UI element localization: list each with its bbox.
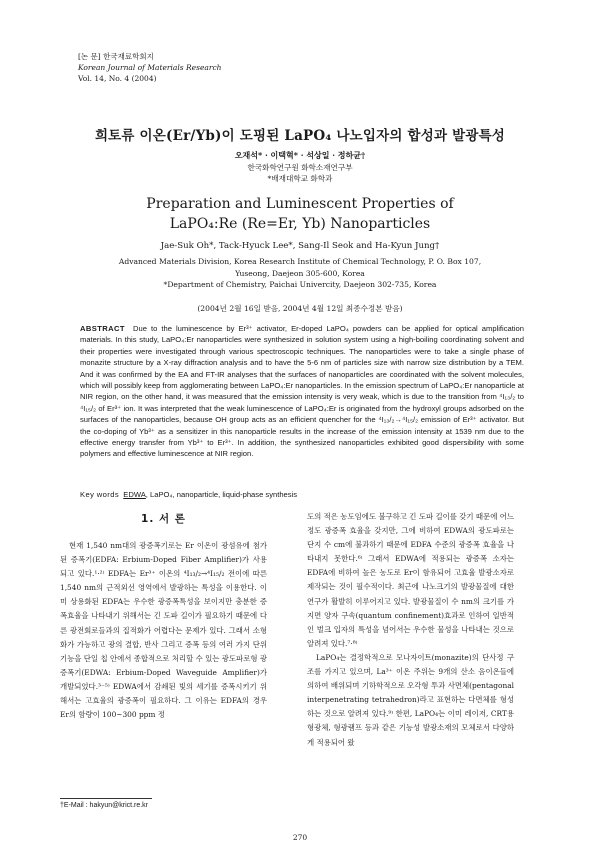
abstract-text: Due to the luminescence by Er³⁺ activator, Er-doped LaPO₄ powders can be applied for optical amplification materials. In this study, LaPO₄:Er nanoparticles were synthesized in solution system using a high-boiling coordinating solvent and their properties were investigated through various spectroscopic techniques. The nanoparticles were to take a single phase of monazite structure by a X-ray diffraction analysis and to have the 5-6 nm of particles size with narrow size distribution by a TEM. And it was confirmed by the EA and FT-IR analyses that the surfaces of nanoparticles are coordinated with the solvent molecules, which will possibly keep from agglomerating between LaPO₄:Er nanoparticles. In the emission spectrum of LaPO₄:Er nanoparticle at NIR region, on the other hand, it was measured that the emission intensity is very weak, which is due to the transition from ⁴I₁₃/₂ to ⁴I₁₅/₂ of Er³⁺ ion. It was interpreted that the weak luminescence of LaPO₄:Er is originated from the hydroxyl groups adsorbed on the surfaces of the nanoparticles, because OH group acts as an efficient quencher for the ⁴I₁₃/₂→⁴I₁₅/₂ emission of Er³⁺ activator. But the co-doping of Yb³⁺ as a sensitizer in this nanoparticle results in the increase of the emission intensity at 1539 nm due to the effective energy transfer from Yb³⁺ to Er³⁺. In addition, the synthesized nanoparticles exhibited good dispersibility with some polymers and effective luminescence at NIR region.	[80, 324, 524, 459]
journal-name-en: Korean Journal of Materials Research	[78, 63, 222, 72]
footnote-email: †E-Mail : hakyun@krict.re.kr	[60, 802, 149, 809]
body-column-right	[307, 510, 514, 750]
title-english-line: Preparation and Luminescent Properties of	[146, 196, 454, 212]
body-paragraph: LaPO₄는 결정학적으로 모나자이트(monazite)의 단사정 구조를 가지고 있으며, La³⁺ 이온 주위는 9개의 산소 음이온들에 의하여 배위되며 기하학적으로 오각형 투과 사면체(pentagonal interpenetrating tetrahedron)라고 표현하는 다면체를 형성하는 것으로 알려져 있다.⁹⁾ 한편, LaPO₄는 이미 레이저, CRT용 형광체, 형광램프 등과 같은 기능성 발광소재의 모체로서 다양하게 적용되어 왔	[307, 652, 514, 747]
body-column-left	[60, 539, 267, 722]
abstract-label: ABSTRACT	[80, 324, 125, 333]
affiliation-korean-line: *배재대학교 화학과	[267, 174, 333, 183]
keywords-label: Key words	[80, 490, 120, 499]
affiliation-english-line: Yuseong, Daejeon 305-600, Korea	[235, 268, 365, 278]
title-english	[0, 194, 600, 234]
keywords-rest: , LaPO₄, nanoparticle, liquid-phase synthesis	[145, 490, 298, 499]
journal-header-ko: [논 문] 한국재료학회지	[78, 52, 154, 61]
affiliation-english	[0, 256, 600, 291]
authors-korean: 오재석* · 이택혁* · 석상일 · 정하균†	[234, 150, 366, 160]
journal-header	[78, 51, 221, 84]
section-heading-introduction: 1. 서 론	[141, 513, 186, 525]
footnote-rule	[60, 798, 152, 799]
abstract	[80, 323, 524, 460]
affiliation-korean-line: 한국화학연구원 화학소재연구부	[247, 163, 353, 172]
journal-volume: Vol. 14, No. 4 (2004)	[78, 74, 157, 83]
affiliation-english-line: Advanced Materials Division, Korea Research Institute of Chemical Technology, P. O. Box 107,	[118, 257, 482, 266]
title-english-line: LaPO₄:Re (Re=Er, Yb) Nanoparticles	[169, 216, 431, 232]
keyword-edwa: EDWA	[123, 490, 146, 499]
received-dates: (2004년 2월 16일 받음, 2004년 4월 12일 최종수정본 받음)	[197, 304, 403, 313]
title-korean: 희토류 이온(Er/Yb)이 도핑된 LaPO₄ 나노입자의 합성과 발광특성	[94, 128, 506, 144]
keywords	[80, 490, 524, 499]
affiliation-korean	[0, 162, 600, 184]
affiliation-english-line: *Department of Chemistry, Paichai Univercity, Daejeon 302-735, Korea	[163, 280, 437, 289]
page-number: 270	[292, 833, 308, 842]
body-paragraph: 도의 적은 농도임에도 불구하고 긴 도파 길이를 갖기 때문에 어느 정도 광증폭 효율을 갖지만, 그에 비하여 EDWA의 광도파로는 단지 수 cm에 불과하기 때문에 EDFA 수준의 광증폭 효율을 나타내지 못한다.⁶⁾ 그래서 EDWA에 적용되는 광증폭 소자는 EDFA에 비하여 높은 농도로 Er이 함유되어 고효율 발광소자로 제작되는 것이 필수적이다. 최근에 나노크기의 발광물질에 대한 연구가 활발히 이루어지고 있다. 발광물질이 수 nm의 크기를 가지면 양자 구속(quantum confinement)효과로 인하여 일반적인 벌크 입자의 특성을 넘어서는 우수한 물성을 나타내는 것으로 알려져 있다.⁷·⁸⁾	[307, 512, 514, 648]
authors-english: Jae-Suk Oh*, Tack-Hyuck Lee*, Sang-Il Seok and Ha-Kyun Jung†	[160, 241, 440, 251]
body-paragraph: 현재 1,540 nm대의 광증폭기로는 Er 이온이 광섬유에 첨가된 증폭기(EDFA: Erbium-Doped Fiber Amplifier)가 사용되고 있다.¹·²⁾ EDFA는 Er³⁺ 이온의 ⁴I₁₃/₂→⁴I₁₅/₂ 전이에 따른 1,540 nm의 근적외선 영역에서 발광하는 특성을 이용한다. 이미 상용화된 EDFA는 우수한 광증폭특성을 보이지만 충분한 증폭효율을 나타내기 위해서는 긴 도파 길이가 필요하기 때문에 다른 광전회로들과의 집적화가 어렵다는 문제가 있다. 그래서 소형화가 가능하고 광의 결합, 반사 그리고 증폭 등의 여러 가지 단위기능을 단일 칩 안에서 종합적으로 처리할 수 있는 광도파로형 광증폭기(EDWA: Erbium-Doped Waveguide Amplifier)가 개발되었다.³⁻⁵⁾ EDWA에서 감쇄된 빛의 세기를 증폭시키기 위해서는 고효율의 광증폭이 필요하다. 그 이유는 EDFA의 경우 Er의 함량이 100~300 ppm 정	[60, 541, 267, 720]
